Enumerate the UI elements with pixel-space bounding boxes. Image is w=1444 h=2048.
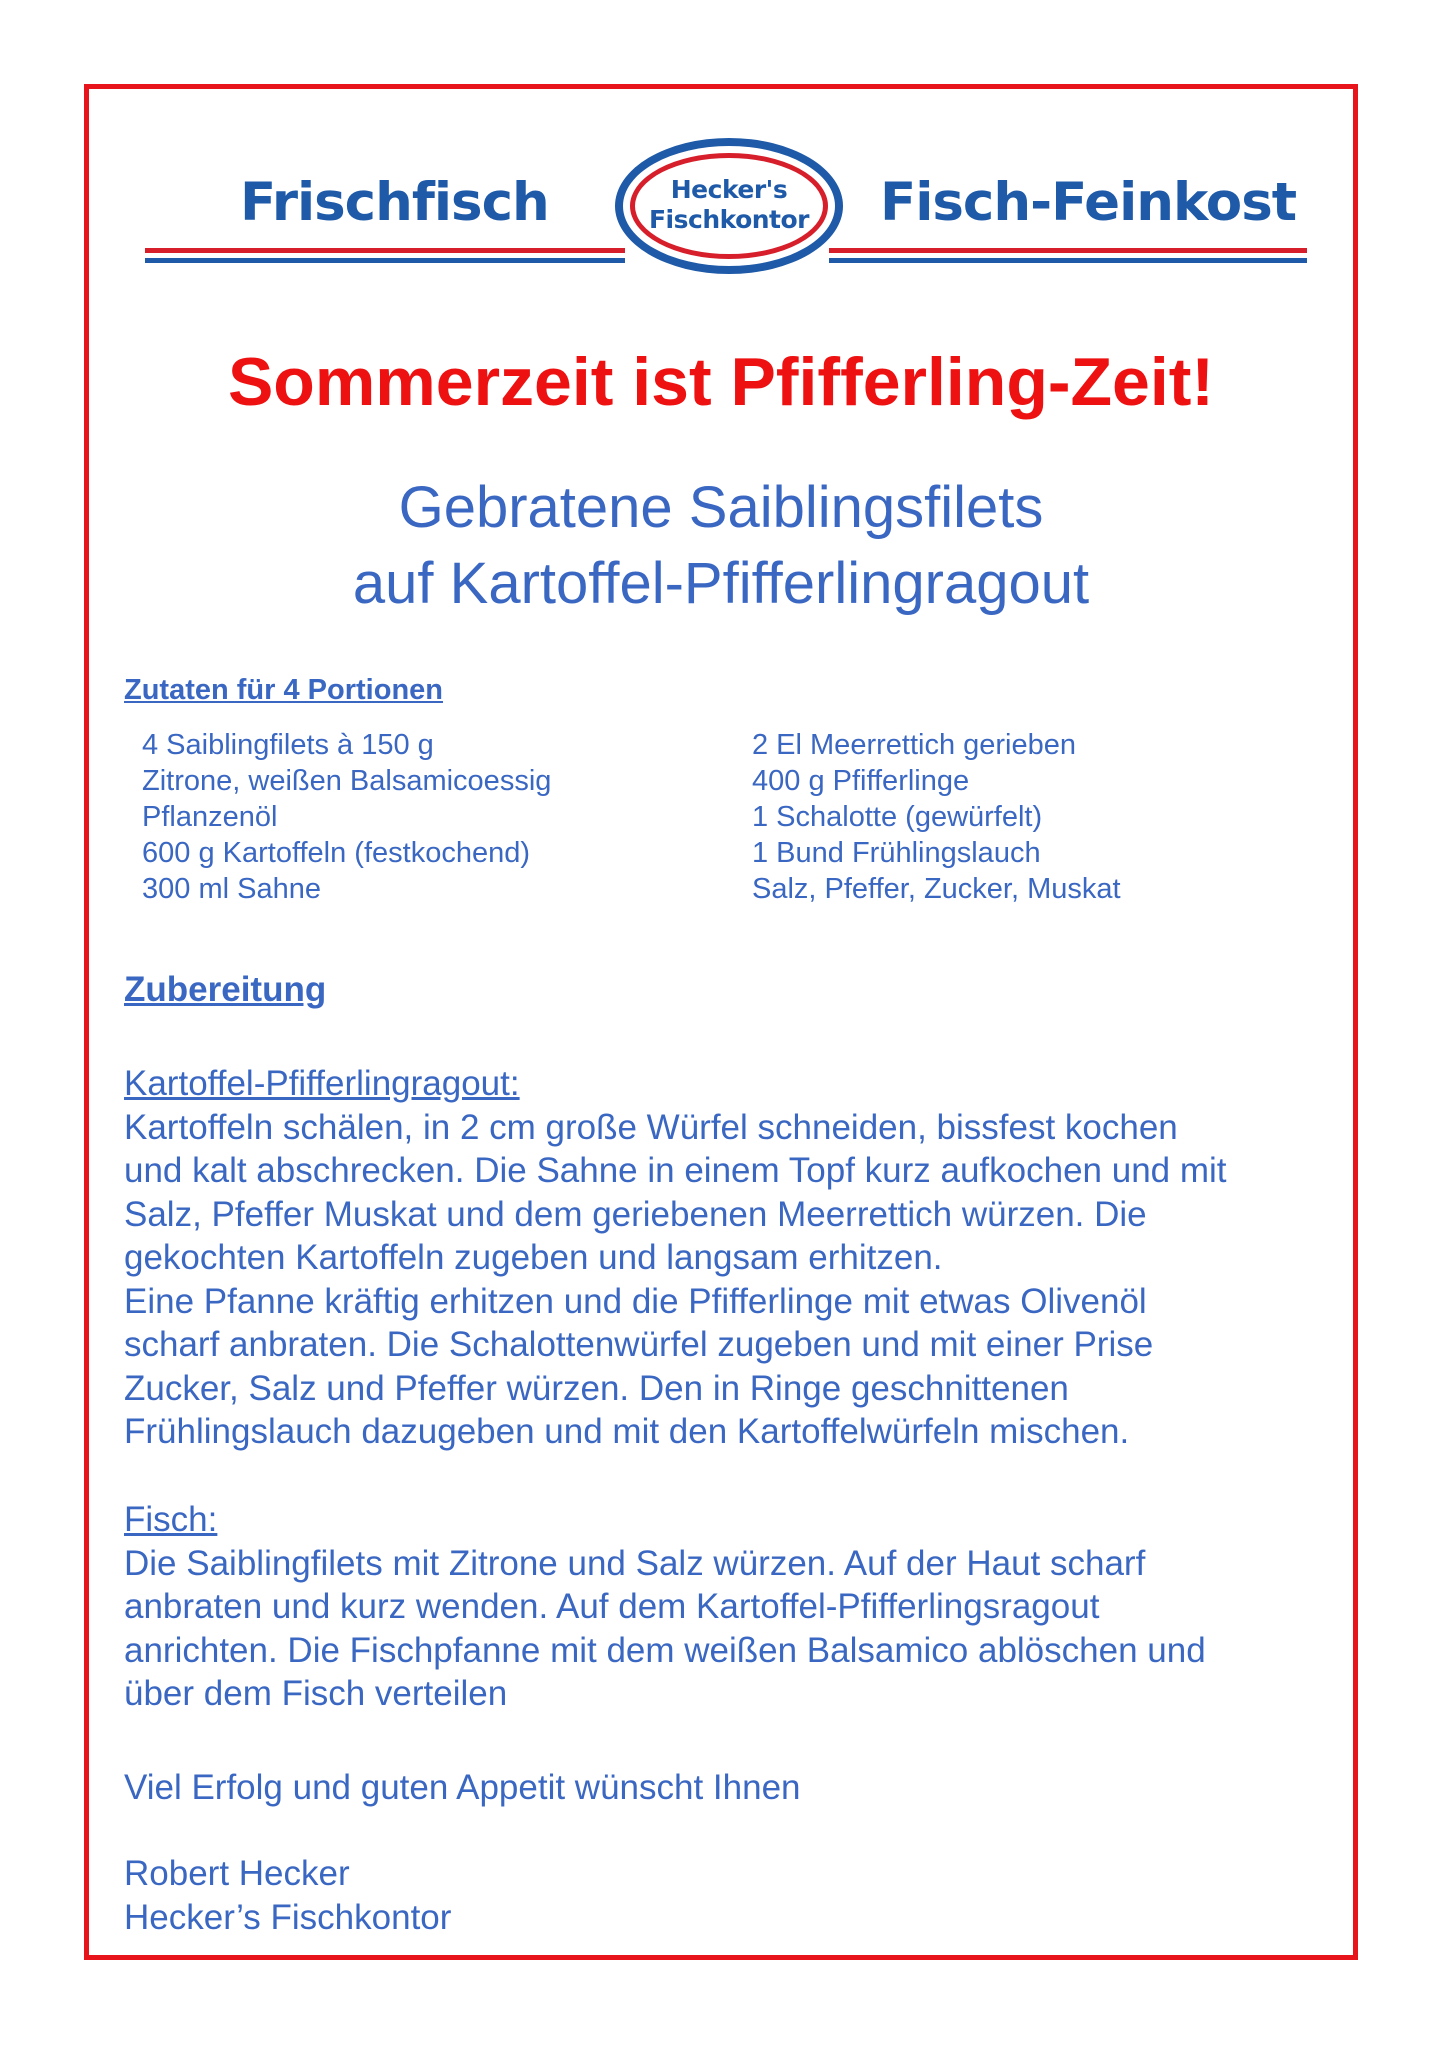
closing-text: Viel Erfolg und guten Appetit wünscht Ihnen	[124, 1768, 801, 1807]
headline: Sommerzeit ist Pfifferling-Zeit!	[227, 344, 1215, 420]
ingredient-item: 2 El Meerrettich gerieben	[752, 729, 1076, 761]
recipe-title-line-1: Gebratene Saiblingsfilets	[398, 475, 1044, 540]
header-rule-blue-right	[829, 258, 1307, 263]
instruction-line: anrichten. Die Fischpfanne mit dem weißen Balsamico ablöschen und	[124, 1630, 1206, 1670]
instruction-line: scharf anbraten. Die Schalottenwürfel zugeben und mit einer Prise	[124, 1325, 1154, 1364]
brand-word-right: Fisch-Feinkost	[880, 172, 1297, 233]
ragout-instructions	[124, 1062, 1334, 1454]
signature	[124, 1852, 1334, 1939]
instruction-line: und kalt abschrecken. Die Sahne in einem Topf kurz aufkochen und mit	[124, 1151, 1227, 1190]
ingredient-item: 1 Schalotte (gewürfelt)	[752, 801, 1043, 833]
ingredient-item: 4 Saiblingfilets à 150 g	[142, 729, 434, 761]
instruction-line: Die Saiblingfilets mit Zitrone und Salz würzen. Auf der Haut scharf	[124, 1543, 1146, 1583]
brand-header	[145, 130, 1307, 280]
header-rule-red-left	[145, 248, 625, 253]
fish-instructions	[124, 1498, 1334, 1716]
ingredient-item: 1 Bund Frühlingslauch	[752, 837, 1041, 869]
instruction-line: Salz, Pfeffer Muskat und dem geriebenen Meerrettich würzen. Die	[124, 1194, 1147, 1234]
ingredient-item: Pflanzenöl	[142, 801, 278, 833]
preparation-heading: Zubereitung	[124, 970, 327, 1009]
instruction-line: gekochten Kartoffeln zugeben und langsam erhitzen.	[124, 1238, 943, 1277]
ingredients-left-column	[142, 727, 551, 907]
instruction-line: Frühlingslauch dazugeben und mit den Kartoffelwürfeln mischen.	[124, 1412, 1130, 1451]
ingredient-item: Zitrone, weißen Balsamicoessig	[142, 765, 552, 797]
ingredients-right-column	[752, 727, 1121, 907]
instruction-line: Eine Pfanne kräftig erhitzen und die Pfifferlinge mit etwas Olivenöl	[124, 1281, 1147, 1321]
instruction-line: Zucker, Salz und Pfeffer würzen. Den in Ringe geschnittenen	[124, 1368, 1069, 1408]
logo-line-1: Hecker's	[670, 175, 788, 204]
ingredient-item: 600 g Kartoffeln (festkochend)	[142, 837, 530, 869]
signature-name: Robert Hecker	[124, 1854, 350, 1893]
brand-word-left: Frischfisch	[240, 172, 549, 233]
ingredient-item: 300 ml Sahne	[142, 873, 321, 905]
header-rule-blue-left	[145, 258, 625, 263]
ingredient-item: 400 g Pfifferlinge	[752, 765, 970, 797]
recipe-title	[84, 470, 1358, 622]
instruction-line: Kartoffeln schälen, in 2 cm große Würfel schneiden, bissfest kochen	[124, 1107, 1178, 1147]
header-rule-red-right	[829, 248, 1307, 253]
ingredients-heading: Zutaten für 4 Portionen	[124, 674, 443, 706]
signature-company: Hecker’s Fischkontor	[124, 1897, 452, 1937]
fish-heading: Fisch:	[124, 1500, 218, 1539]
company-logo	[615, 138, 843, 274]
ingredient-item: Salz, Pfeffer, Zucker, Muskat	[752, 873, 1121, 905]
logo-line-2: Fischkontor	[648, 205, 810, 234]
instruction-line: über dem Fisch verteilen	[124, 1674, 508, 1713]
instruction-line: anbraten und kurz wenden. Auf dem Kartoffel-Pfifferlingsragout	[124, 1587, 1100, 1626]
recipe-title-line-2: auf Kartoffel-Pfifferlingragout	[352, 551, 1090, 616]
ragout-heading: Kartoffel-Pfifferlingragout:	[124, 1064, 520, 1103]
